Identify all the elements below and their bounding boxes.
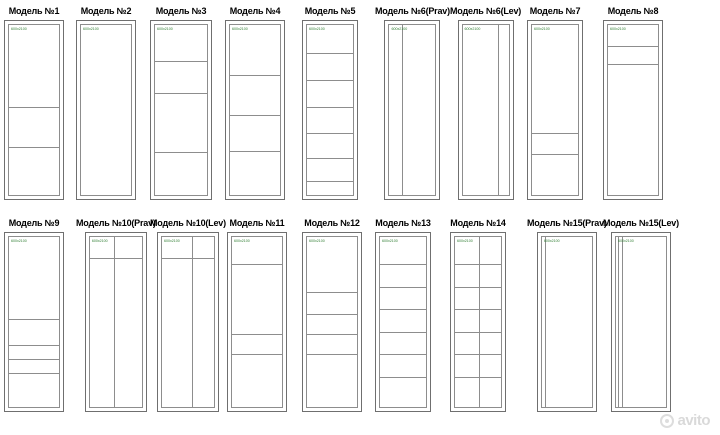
cabinet-drawing xyxy=(76,20,136,200)
shelf-line xyxy=(162,258,214,259)
shelf-line xyxy=(380,264,426,265)
vertical-divider xyxy=(402,25,403,195)
cabinet-carcass xyxy=(541,236,593,408)
dimension-label: 600x2100 xyxy=(91,239,108,243)
shelf-line xyxy=(455,332,501,333)
shelf-line xyxy=(307,158,353,159)
dimension-label: 600x2100 xyxy=(391,27,408,31)
cabinet-carcass xyxy=(454,236,502,408)
shelf-line xyxy=(9,345,59,346)
model-caption: Модель №6(Prav) xyxy=(375,6,450,16)
model-caption: Модель №12 xyxy=(304,218,360,228)
dimension-label: 600x2100 xyxy=(232,27,248,31)
cabinet-carcass xyxy=(531,24,579,196)
shelf-line xyxy=(307,133,353,134)
shelf-line xyxy=(380,377,426,378)
model-caption: Модель №2 xyxy=(80,6,132,16)
shelf-line xyxy=(155,152,207,153)
model-caption: Модель №7 xyxy=(529,6,581,16)
cabinet-carcass xyxy=(8,236,60,408)
shelf-line xyxy=(232,354,282,355)
shelf-line xyxy=(9,373,59,374)
model-cell xyxy=(375,6,450,200)
model-cell xyxy=(375,218,431,412)
model-cell xyxy=(302,6,358,200)
model-cell xyxy=(150,218,226,412)
dimension-label: 600x2100 xyxy=(11,239,27,243)
model-caption: Модель №5 xyxy=(304,6,356,16)
cabinet-drawing xyxy=(302,232,362,412)
model-caption: Модель №15(Prav) xyxy=(527,218,607,228)
cabinet-drawing xyxy=(157,232,219,412)
shelf-line xyxy=(155,93,207,94)
model-cell xyxy=(225,6,285,200)
model-caption: Модель №6(Lev) xyxy=(450,6,522,16)
dimension-label: 600x2100 xyxy=(534,27,550,31)
shelf-line xyxy=(307,80,353,81)
model-cell xyxy=(302,218,362,412)
cabinet-drawing xyxy=(227,232,287,412)
cabinet-carcass xyxy=(306,236,358,408)
model-cell xyxy=(4,218,64,412)
shelf-line xyxy=(455,354,501,355)
dimension-label: 600x2100 xyxy=(382,239,398,243)
cabinet-drawing xyxy=(384,20,440,200)
shelf-line xyxy=(307,107,353,108)
cabinet-drawing xyxy=(302,20,358,200)
shelf-line xyxy=(455,264,501,265)
shelf-line xyxy=(230,75,280,76)
dimension-label: 600x2100 xyxy=(83,27,99,31)
cabinet-drawing xyxy=(537,232,597,412)
cabinet-carcass xyxy=(306,24,354,196)
shelf-line xyxy=(608,46,658,47)
cabinet-carcass xyxy=(607,24,659,196)
shelf-line xyxy=(455,287,501,288)
shelf-line xyxy=(307,53,353,54)
shelf-line xyxy=(455,377,501,378)
model-cell xyxy=(450,218,506,412)
shelf-line xyxy=(307,181,353,182)
cabinet-drawing xyxy=(450,232,506,412)
dimension-label: 600x2100 xyxy=(163,239,180,243)
cabinet-carcass xyxy=(161,236,215,408)
shelf-line xyxy=(230,151,280,152)
cabinet-carcass xyxy=(388,24,436,196)
model-caption: Модель №1 xyxy=(8,6,60,16)
cabinet-drawing xyxy=(4,232,64,412)
shelf-line xyxy=(380,354,426,355)
dimension-label: 600x2100 xyxy=(309,27,325,31)
model-caption: Модель №14 xyxy=(450,218,506,228)
shelf-line xyxy=(232,264,282,265)
model-caption: Модель №9 xyxy=(8,218,60,228)
cabinet-drawing xyxy=(85,232,147,412)
shelf-line xyxy=(232,334,282,335)
shelf-line xyxy=(230,115,280,116)
cabinet-carcass xyxy=(229,24,281,196)
vertical-divider xyxy=(622,237,623,407)
cabinet-drawing xyxy=(611,232,671,412)
dimension-label: 600x2100 xyxy=(11,27,27,31)
model-cell xyxy=(527,218,607,412)
vertical-divider xyxy=(479,237,480,407)
cabinet-drawing xyxy=(150,20,212,200)
model-cell xyxy=(76,6,136,200)
model-cell xyxy=(450,6,521,200)
shelf-line xyxy=(9,147,59,148)
model-cell xyxy=(227,218,287,412)
shelf-line xyxy=(532,154,578,155)
avito-logo-icon xyxy=(660,414,674,428)
cabinet-carcass xyxy=(154,24,208,196)
model-cell xyxy=(603,6,663,200)
model-caption: Модель №10(Prav) xyxy=(76,218,156,228)
cabinet-carcass xyxy=(8,24,60,196)
cabinet-drawing xyxy=(4,20,64,200)
shelf-line xyxy=(307,292,357,293)
model-caption: Модель №8 xyxy=(607,6,659,16)
shelf-line xyxy=(307,334,357,335)
shelf-line xyxy=(380,332,426,333)
dimension-label: 600x2100 xyxy=(464,27,481,31)
vertical-divider xyxy=(618,237,619,407)
cabinet-carcass xyxy=(80,24,132,196)
shelf-line xyxy=(608,64,658,65)
shelf-line xyxy=(155,61,207,62)
model-cell xyxy=(603,218,679,412)
model-cell xyxy=(527,6,583,200)
model-caption: Модель №4 xyxy=(229,6,281,16)
vertical-divider xyxy=(498,25,499,195)
model-caption: Модель №10(Lev) xyxy=(150,218,226,228)
cabinet-drawing xyxy=(375,232,431,412)
watermark-label: avito xyxy=(677,412,710,429)
cabinet-drawing xyxy=(603,20,663,200)
cabinet-carcass xyxy=(89,236,143,408)
cabinet-carcass xyxy=(231,236,283,408)
shelf-line xyxy=(9,319,59,320)
shelf-line xyxy=(9,107,59,108)
cabinet-drawing xyxy=(225,20,285,200)
avito-watermark xyxy=(660,412,710,429)
shelf-line xyxy=(307,314,357,315)
cabinet-drawing xyxy=(527,20,583,200)
cabinet-carcass xyxy=(462,24,510,196)
dimension-label: 600x2100 xyxy=(617,239,634,243)
vertical-divider xyxy=(192,237,193,407)
shelf-line xyxy=(9,359,59,360)
model-caption: Модель №15(Lev) xyxy=(603,218,679,228)
model-cell xyxy=(76,218,156,412)
cabinet-carcass xyxy=(379,236,427,408)
dimension-label: 600x2100 xyxy=(543,239,560,243)
model-cell xyxy=(150,6,212,200)
dimension-label: 600x2100 xyxy=(610,27,626,31)
model-caption: Модель №13 xyxy=(375,218,431,228)
shelf-line xyxy=(380,287,426,288)
shelf-line xyxy=(90,258,142,259)
vertical-divider xyxy=(114,237,115,407)
shelf-line xyxy=(380,309,426,310)
cabinet-drawing xyxy=(458,20,514,200)
dimension-label: 600x2100 xyxy=(457,239,473,243)
model-caption: Модель №11 xyxy=(229,218,285,228)
vertical-divider xyxy=(545,237,546,407)
dimension-label: 600x2100 xyxy=(309,239,325,243)
shelf-line xyxy=(307,354,357,355)
model-caption: Модель №3 xyxy=(155,6,207,16)
shelf-line xyxy=(532,133,578,134)
model-cell xyxy=(4,6,64,200)
dimension-label: 600x2100 xyxy=(157,27,173,31)
dimension-label: 600x2100 xyxy=(234,239,250,243)
shelf-line xyxy=(455,309,501,310)
